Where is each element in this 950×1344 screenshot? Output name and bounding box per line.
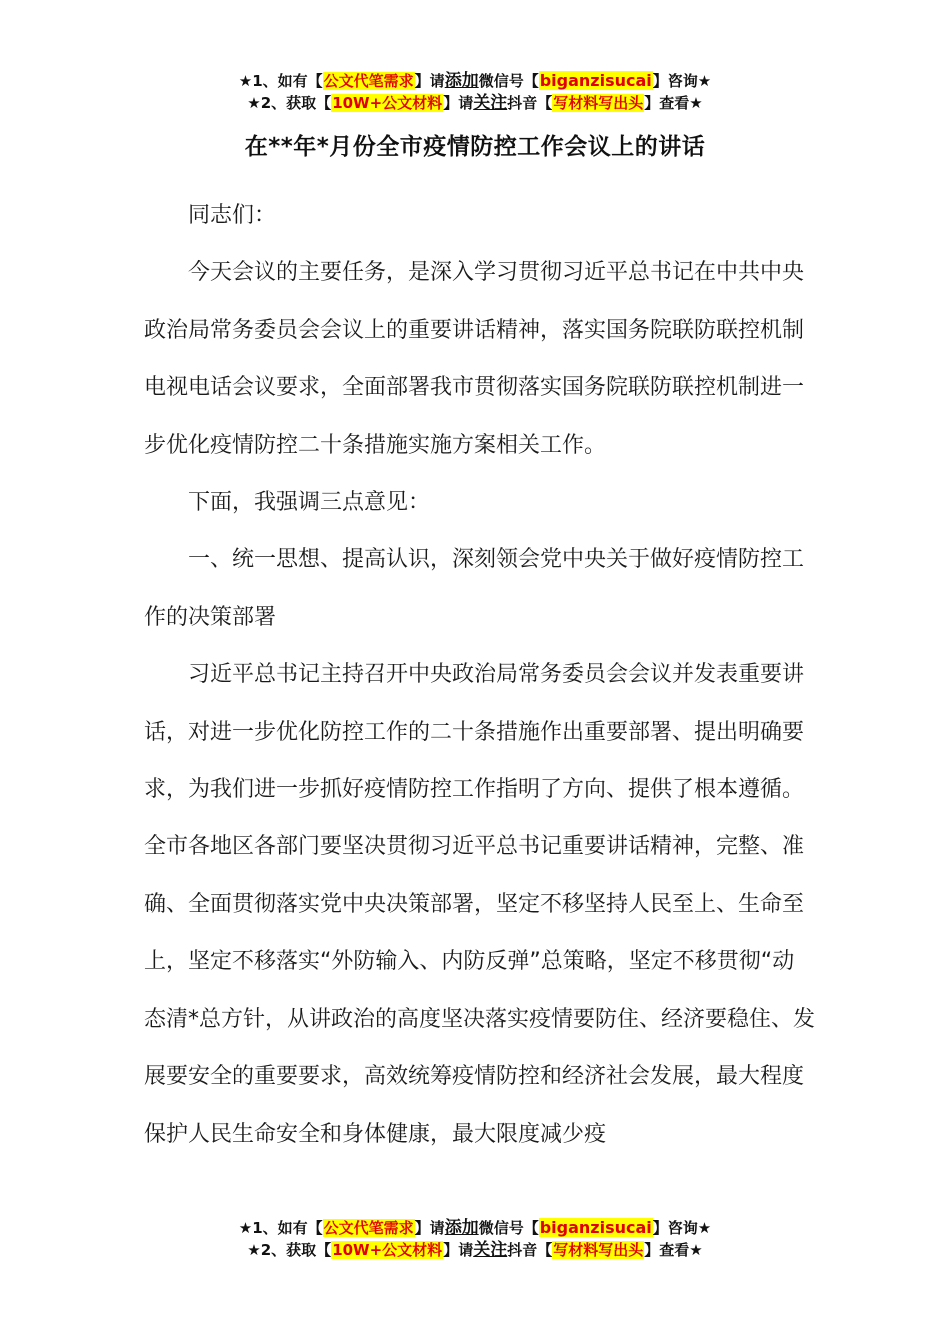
paragraph: 习近平总书记主持召开中央政治局常务委员会会议并发表重要讲话，对进一步优化防控工作的二十条措施作出重要部署、提出明确要求，为我们进一步抓好疫情防控工作指明了方向、提供了根本遵循。全市各地区各部门要坚决贯彻习近平总书记重要讲话精神，完整、准确、全面贯彻落实党中央决策部署，坚定不移坚持人民至上、生命至上，坚定不移落实“外防输入、内防反弹”总策略，坚定不移贯彻“动态清*总方针，从讲政治的高度坚决落实疫情要防住、经济要稳住、发展要安全的重要要求，高效统筹疫情防控和经济社会发展，最大程度保护人民生命安全和身体健康，最大限度减少疫 xyxy=(144,662,816,1147)
banner-line-1 xyxy=(0,1217,950,1239)
banner-emphasis: 关注 xyxy=(473,93,508,113)
banner-text: ★2、获取【 xyxy=(247,94,332,112)
banner-text: 抖音【 xyxy=(507,94,553,112)
document-title: 在**年*月份全市疫情防控工作会议上的讲话 xyxy=(244,134,706,160)
banner-highlight: 10W+公文材料 xyxy=(332,94,443,112)
banner-highlight: biganzisucai xyxy=(539,71,652,90)
banner-highlight: 写材料写出头 xyxy=(553,94,644,112)
banner-text: 】请 xyxy=(414,1219,445,1237)
banner-text: 】咨询★ xyxy=(652,1219,712,1237)
banner-line-2 xyxy=(0,1239,950,1261)
banner-text: ★2、获取【 xyxy=(247,1241,332,1259)
banner-text: 】咨询★ xyxy=(652,72,712,90)
paragraph: 今天会议的主要任务，是深入学习贯彻习近平总书记在中共中央政治局常务委员会会议上的重要讲话精神，落实国务院联防联控机制电视电话会议要求，全面部署我市贯彻落实国务院联防联控机制进一步优化疫情防控二十条措施实施方案相关工作。 xyxy=(144,260,805,458)
banner-text: ★1、如有【 xyxy=(238,1219,323,1237)
banner-highlight: 公文代笔需求 xyxy=(323,72,414,90)
banner-text: 】请 xyxy=(414,72,445,90)
banner-line-2 xyxy=(0,92,950,114)
footer-banner xyxy=(0,1217,950,1261)
section-heading: 一、统一思想、提高认识，深刻领会党中央关于做好疫情防控工作的决策部署 xyxy=(144,547,805,630)
banner-text: 微信号【 xyxy=(478,72,539,90)
banner-text: 】查看★ xyxy=(644,94,703,112)
banner-text: ★1、如有【 xyxy=(238,72,323,90)
banner-highlight: 写材料写出头 xyxy=(553,1241,644,1259)
banner-line-1 xyxy=(0,70,950,92)
salutation: 同志们： xyxy=(188,203,277,228)
banner-text: 】请 xyxy=(443,94,474,112)
document-body xyxy=(144,187,816,1163)
banner-highlight: 公文代笔需求 xyxy=(323,1219,414,1237)
banner-emphasis: 添加 xyxy=(444,71,479,91)
banner-emphasis: 关注 xyxy=(473,1240,508,1260)
banner-text: 】查看★ xyxy=(644,1241,703,1259)
banner-text: 抖音【 xyxy=(507,1241,553,1259)
banner-text: 微信号【 xyxy=(478,1219,539,1237)
banner-text: 】请 xyxy=(443,1241,474,1259)
banner-highlight: biganzisucai xyxy=(539,1218,652,1237)
banner-highlight: 10W+公文材料 xyxy=(332,1241,443,1259)
paragraph: 下面，我强调三点意见： xyxy=(188,490,431,516)
banner-emphasis: 添加 xyxy=(444,1218,479,1238)
header-banner xyxy=(0,70,950,114)
